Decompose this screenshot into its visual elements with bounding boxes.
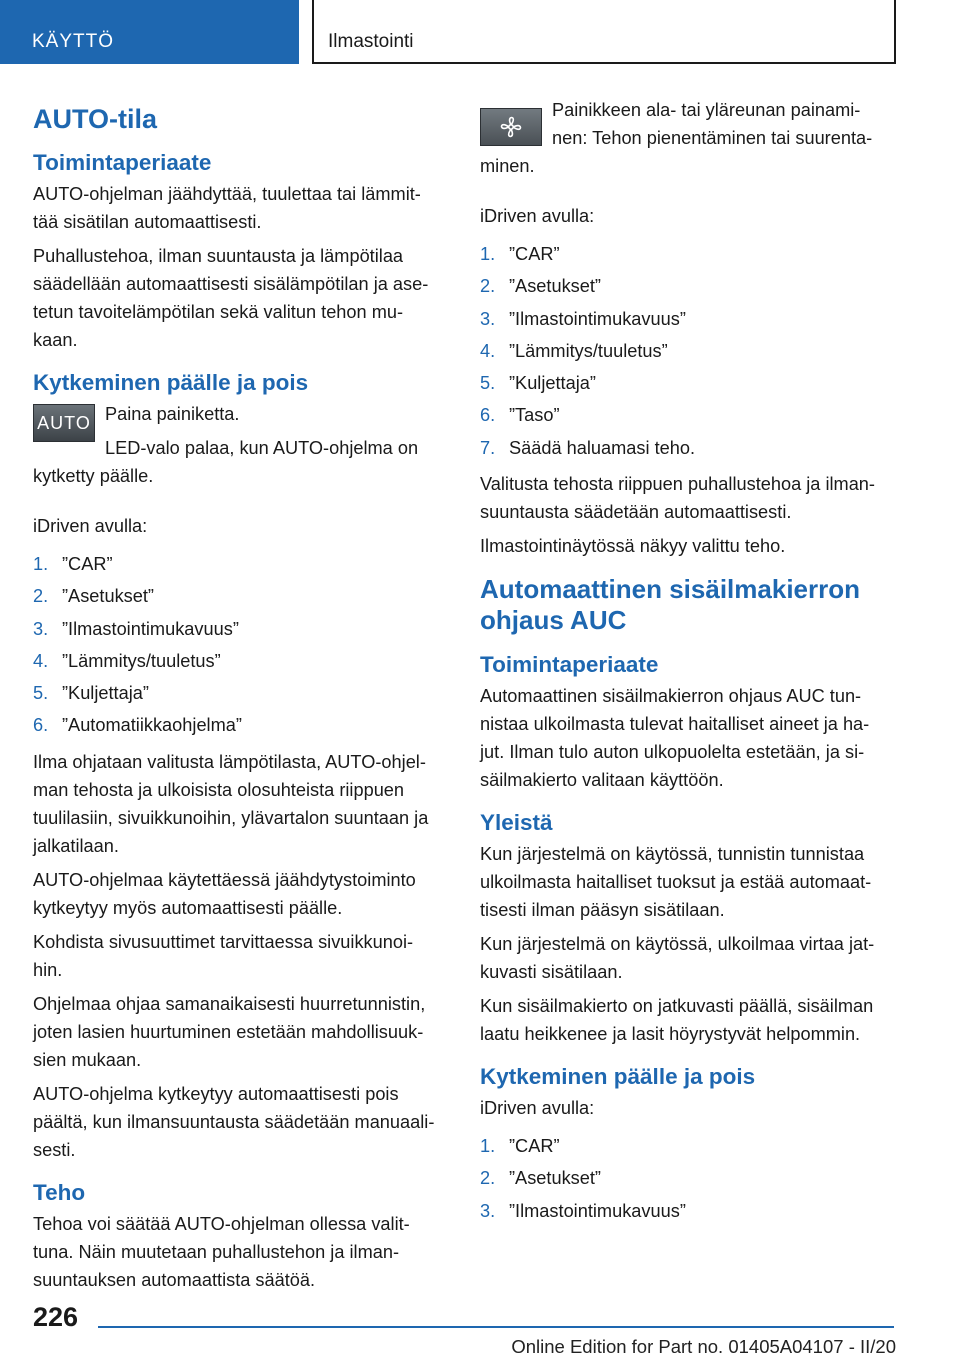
step-text: ”Ilmastointimukavuus” <box>62 618 239 639</box>
step-text: ”Asetukset” <box>509 1168 601 1189</box>
step-number: 2. <box>480 1168 496 1189</box>
list-item <box>480 369 893 401</box>
heading-principle: Toimintaperiaate <box>480 652 659 678</box>
list-item <box>33 711 446 743</box>
paragraph: Kun sisäilmakierto on jatkuvasti päällä, sisäilman laatu heikkenee ja lasit höyrystyvät helpommin. <box>480 996 874 1045</box>
heading-on-off: Kytkeminen päälle ja pois <box>33 370 309 395</box>
step-number: 2. <box>480 276 496 297</box>
heading-auc: Automaattinen sisäilmakierron ohjaus AUC <box>480 574 860 636</box>
paragraph: Automaattinen sisäilmakierron ohjaus AUC tun- nistaa ulkoilmasta tulevat haitalliset aineet ja ha- jut. Ilman tulo auton ulkopuolelta estetään, ja si- säilmakierto valitaan käyttöön. <box>480 686 870 791</box>
heading-auto-mode: AUTO-tila <box>33 104 158 134</box>
steps-list <box>480 1132 893 1229</box>
step-text: ”Asetukset” <box>62 586 154 607</box>
step-text: ”Taso” <box>509 405 560 426</box>
step-number: 4. <box>480 340 496 361</box>
fan-button-icon <box>480 108 542 146</box>
step-number: 3. <box>33 618 49 639</box>
step-number: 6. <box>33 715 49 736</box>
step-number: 1. <box>480 1136 496 1157</box>
step-text: ”Ilmastointimukavuus” <box>509 1200 686 1221</box>
paragraph: iDriven avulla: <box>480 206 595 226</box>
step-text: ”Automatiikkaohjelma” <box>62 715 242 736</box>
paragraph: iDriven avulla: <box>33 516 148 536</box>
step-text: ”CAR” <box>509 244 560 264</box>
step-text: ”CAR” <box>62 554 113 574</box>
paragraph: AUTO-ohjelmaa käytettäessä jäähdytystoiminto kytkeytyy myös automaattisesti päälle. <box>33 869 416 918</box>
paragraph: AUTO-ohjelma kytkeytyy automaattisesti pois päältä, kun ilmansuuntausta säädetään manuaali- sesti. <box>33 1083 435 1160</box>
heading-on-off: Kytkeminen päälle ja pois <box>480 1064 756 1090</box>
heading-general: Yleistä <box>480 810 553 836</box>
page-number: 226 <box>33 1302 79 1332</box>
left-column <box>33 96 446 1300</box>
list-item <box>480 240 893 272</box>
paragraph: Ilma ohjataan valitusta lämpötilasta, AUTO-ohjel- man tehosta ja ulkoisista olosuhteista riippuen tuulilasiin, sivuikkunoihin, ylävartalon suuntaan ja jalkatilaan. <box>33 751 429 856</box>
list-item <box>480 1132 893 1164</box>
step-number: 3. <box>480 1200 496 1221</box>
step-text: ”Asetukset” <box>509 276 601 297</box>
fan-icon <box>498 114 524 140</box>
heading-principle: Toimintaperiaate <box>33 150 212 175</box>
paragraph: Kohdista sivusuuttimet tarvittaessa sivuikkunoi- hin. <box>33 931 414 980</box>
step-text: ”Lämmitys/tuuletus” <box>509 340 668 361</box>
step-number: 7. <box>480 437 496 458</box>
chapter-title: Ilmastointi <box>312 0 896 64</box>
step-number: 3. <box>480 308 496 329</box>
list-item <box>33 647 446 679</box>
list-item <box>33 615 446 647</box>
list-item <box>33 550 446 582</box>
step-text: ”Kuljettaja” <box>509 373 596 394</box>
paragraph: AUTO-ohjelman jäähdyttää, tuulettaa tai lämmit- tää sisätilan automaattisesti. <box>33 184 421 232</box>
right-column <box>480 96 893 1233</box>
step-number: 1. <box>33 554 49 574</box>
paragraph: Valitusta tehosta riippuen puhallustehoa ja ilman- suuntausta säädetään automaattisesti. <box>480 474 875 523</box>
paragraph: Painikkeen ala- tai yläreunan painami- nen: Tehon pienentäminen tai suurenta- minen. <box>480 100 873 176</box>
step-number: 5. <box>33 683 49 704</box>
paragraph: Ohjelmaa ohjaa samanaikaisesti huurretunnistin, joten lasien huurtuminen estetään mahdollisuuk- sien mukaan. <box>33 993 426 1070</box>
step-text: ”CAR” <box>509 1136 560 1157</box>
heading-power: Teho <box>33 1179 86 1205</box>
list-item <box>480 1164 893 1196</box>
step-number: 2. <box>33 586 49 607</box>
step-number: 1. <box>480 244 496 264</box>
list-item <box>480 305 893 337</box>
paragraph: Tehoa voi säätää AUTO-ohjelman ollessa valit- tuna. Näin muutetaan puhallustehon ja ilman- suuntauksen automaattista säätöä. <box>33 1213 410 1290</box>
list-item <box>480 401 893 433</box>
footer-divider <box>98 1326 894 1328</box>
step-number: 5. <box>480 373 496 394</box>
paragraph: Puhallustehoa, ilman suuntausta ja lämpötilaa säädellään automaattisesti sisälämpötilan ja ase- tetun tavoitelämpötilan sekä valitun tehon mu- kaan. <box>33 246 429 350</box>
step-text: ”Kuljettaja” <box>62 683 149 704</box>
step-number: 4. <box>33 650 49 671</box>
step-text: ”Ilmastointimukavuus” <box>509 308 686 329</box>
list-item <box>33 582 446 614</box>
list-item <box>480 272 893 304</box>
section-tab: KÄYTTÖ <box>0 0 299 64</box>
paragraph: Ilmastointinäytössä näkyy valittu teho. <box>480 536 786 557</box>
steps-list <box>33 550 446 744</box>
paragraph: LED-valo palaa, kun AUTO-ohjelma on kytketty päälle. <box>33 438 419 486</box>
list-item <box>33 679 446 711</box>
auto-button-icon: AUTO <box>33 404 95 442</box>
list-item <box>480 1197 893 1229</box>
paragraph: Kun järjestelmä on käytössä, tunnistin tunnistaa ulkoilmasta haitalliset tuoksut ja estää automaat- tisesti ilman pääsyn sisätilaan. <box>480 844 872 921</box>
paragraph: iDriven avulla: <box>480 1098 595 1119</box>
list-item <box>480 337 893 369</box>
step-text: Säädä haluamasi teho. <box>509 437 696 458</box>
steps-list <box>480 240 893 466</box>
step-number: 6. <box>480 405 496 426</box>
paragraph: Kun järjestelmä on käytössä, ulkoilmaa virtaa jat- kuvasti sisätilaan. <box>480 934 875 983</box>
list-item <box>480 434 893 466</box>
edition-note: Online Edition for Part no. 01405A04107 - II/20 <box>511 1336 896 1357</box>
paragraph: Paina painiketta. <box>105 404 240 424</box>
step-text: ”Lämmitys/tuuletus” <box>62 650 221 671</box>
